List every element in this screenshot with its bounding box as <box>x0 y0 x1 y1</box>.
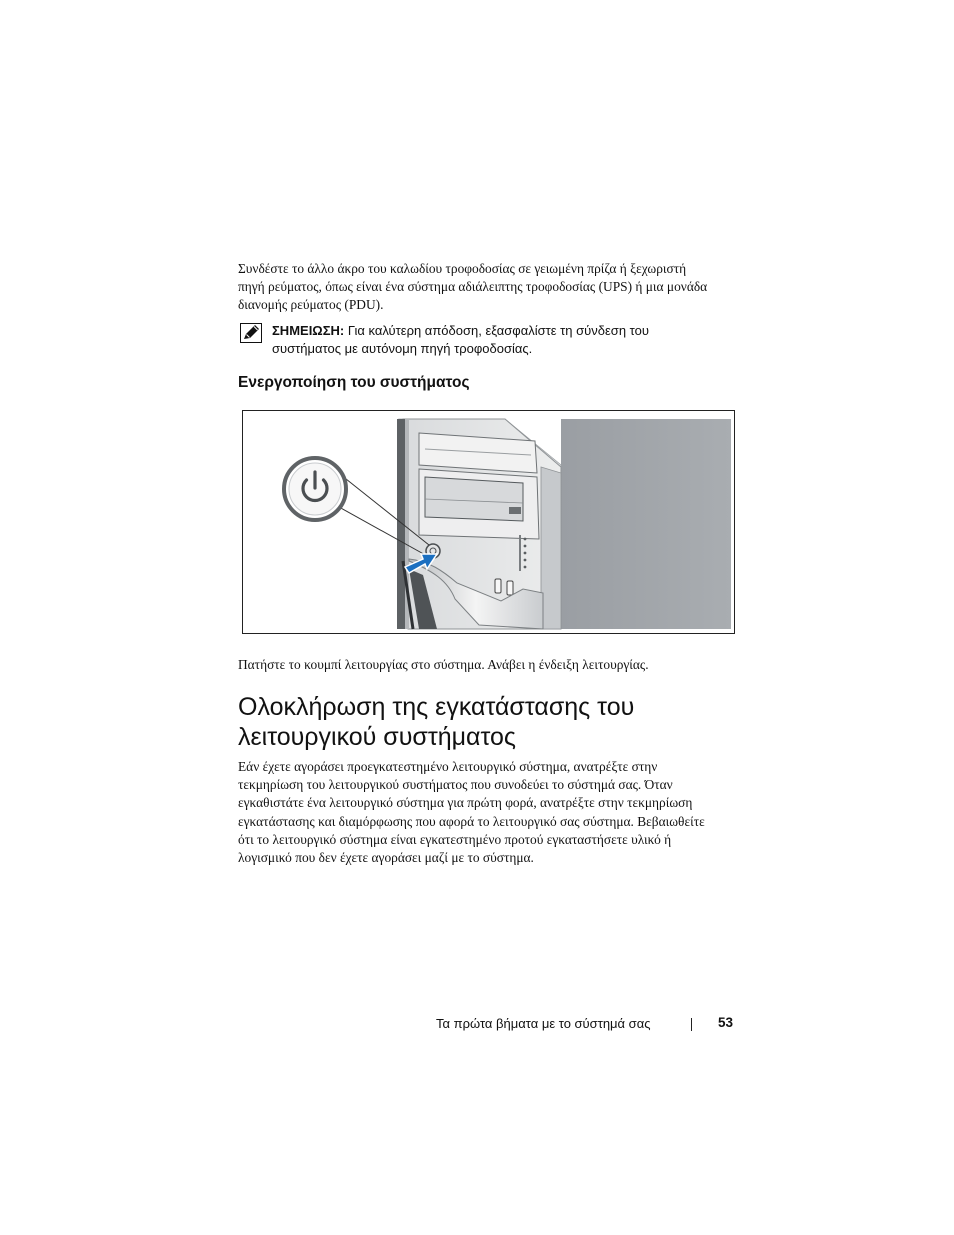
footer-separator <box>691 1018 692 1031</box>
paragraph-line: διανομής ρεύματος (PDU). <box>238 297 384 313</box>
pencil-note-icon <box>240 323 262 343</box>
footer-title: Τα πρώτα βήματα με το σύστημά σας <box>436 1016 651 1031</box>
page-number: 53 <box>718 1015 734 1030</box>
power-icon <box>284 458 346 520</box>
figure-caption: Πατήστε το κουμπί λειτουργίας στο σύστημα. Ανάβει η ένδειξη λειτουργίας. <box>238 657 649 672</box>
note-text-line: Για καλύτερη απόδοση, εξασφαλίστε τη σύνδεση του <box>344 323 649 338</box>
paragraph-line: πηγή ρεύματος, όπως είναι ένα σύστημα αδιάλειπτης τροφοδοσίας (UPS) ή μια μονάδα <box>238 279 708 295</box>
note-label: ΣΗΜΕΙΩΣΗ: <box>272 323 345 338</box>
computer-tower-drawing <box>243 411 735 634</box>
paragraph-line: εγκατάστασης και διαμόρφωσης που αφορά το λειτουργικό σας σύστημα. Βεβαιωθείτε <box>238 813 705 829</box>
note-text <box>272 322 649 358</box>
paragraph-os-installation <box>238 758 738 867</box>
note-text-line: συστήματος με αυτόνομη πηγή τροφοδοσίας. <box>272 341 533 356</box>
main-heading <box>238 692 634 752</box>
main-heading-line: λειτουργικού συστήματος <box>238 723 516 751</box>
paragraph-line: τεκμηρίωση του λειτουργικού συστήματος που συνοδεύει το σύστημά σας. Όταν <box>238 777 673 793</box>
power-button-illustration <box>242 410 735 634</box>
paragraph-line: Εάν έχετε αγοράσει προεγκατεστημένο λειτουργικό σύστημα, ανατρέξτε στην <box>238 759 658 774</box>
section-heading: Ενεργοποίηση του συστήματος <box>238 374 470 391</box>
paragraph-line: λογισμικό που δεν έχετε αγοράσει μαζί με το σύστημα. <box>238 850 534 866</box>
paragraph-line: ότι το λειτουργικό σύστημα είναι εγκατεστημένο προτού εγκαταστήσετε υλικό ή <box>238 831 672 847</box>
paragraph-line: Συνδέστε το άλλο άκρο του καλωδίου τροφοδοσίας σε γειωμένη πρίζα ή ξεχωριστή <box>238 261 687 276</box>
paragraph-power-connection <box>238 260 738 315</box>
paragraph-line: εγκαθιστάτε ένα λειτουργικό σύστημα για πρώτη φορά, ανατρέξτε στην τεκμηρίωση <box>238 795 693 811</box>
main-heading-line: Ολοκλήρωση της εγκατάστασης του <box>238 693 635 721</box>
